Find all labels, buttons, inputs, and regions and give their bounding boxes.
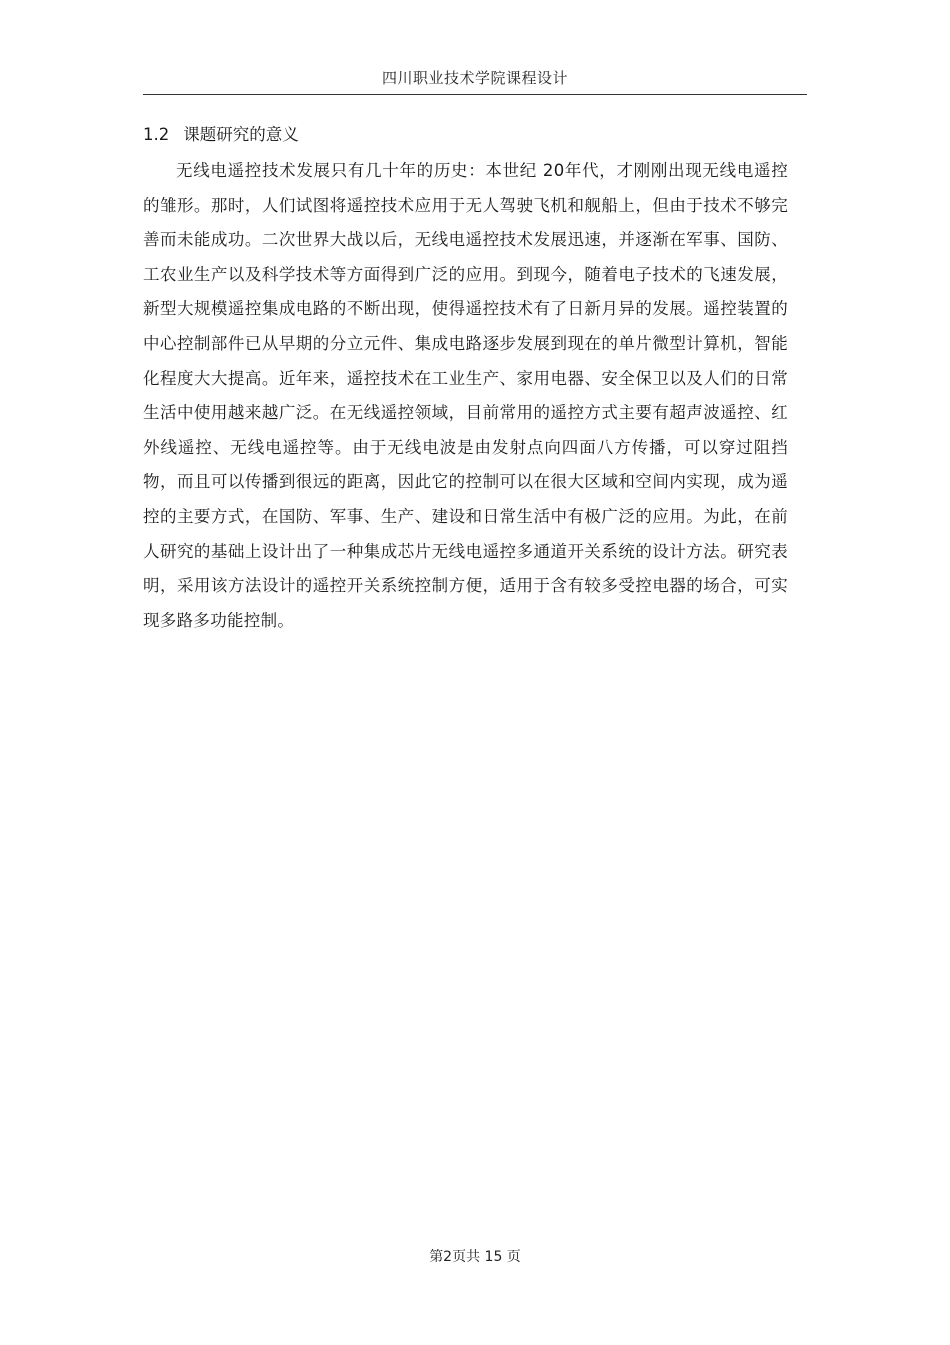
section-heading xyxy=(143,122,299,148)
section-number: 1.2 xyxy=(143,125,170,144)
running-header: 四川职业技术学院课程设计 xyxy=(381,69,568,87)
section-title: 课题研究的意义 xyxy=(183,125,299,144)
body-paragraph: 无线电遥控技术发展只有几十年的历史：本世纪 20年代，才刚刚出现无线电遥控的雏形。那时，人们试图将遥控技术应用于无人驾驶飞机和舰船上，但由于技术不够完善而未能成功。二次世界大战以后，无线电遥控技术发展迅速，并逐渐在军事、国防、工农业生产以及科学技术等方面得到广泛的应用。到现今，随着电子技术的飞速发展，新型大规模遥控集成电路的不断出现，使得遥控技术有了日新月异的发展。遥控装置的中心控制部件已从早期的分立元件、集成电路逐步发展到现在的单片微型计算机，智能化程度大大提高。近年来，遥控技术在工业生产、家用电器、安全保卫以及人们的日常生活中使用越来越广泛。在无线遥控领域，目前常用的遥控方式主要有超声波遥控、红外线遥控、无线电遥控等。由于无线电波是由发射点向四面八方传播，可以穿过阻挡物，而且可以传播到很远的距离，因此它的控制可以在很大区域和空间内实现，成为遥控的主要方式，在国防、军事、生产、建设和日常生活中有极广泛的应用。为此，在前人研究的基础上设计出了一种集成芯片无线电遥控多通道开关系统的设计方法。研究表明，采用该方法设计的遥控开关系统控制方便，适用于含有较多受控电器的场合，可实现多路多功能控制。 xyxy=(143,161,788,630)
page-number: 第2页共 15 页 xyxy=(429,1249,521,1265)
header-divider xyxy=(143,94,807,95)
